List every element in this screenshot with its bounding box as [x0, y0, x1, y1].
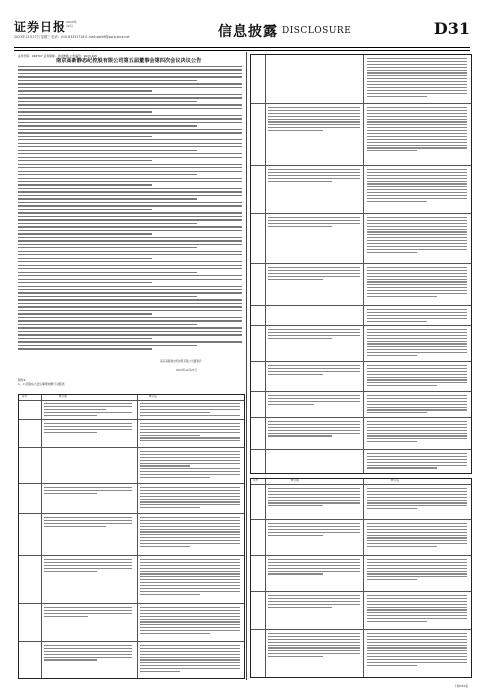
right-table-header-before: 修订前 [291, 479, 299, 482]
table-header-no: 序号 [22, 395, 28, 398]
table-header-after: 修订后 [149, 395, 157, 398]
logo-meta-year: 2023年 [66, 20, 77, 24]
newspaper-logo: 证券日报 [14, 20, 67, 34]
notice-date: 2023年12月27日 [176, 369, 197, 372]
right-column [250, 54, 470, 678]
notice-title: 南京高新静态纪控股有限公司第五届董事会第四次会议决议公告 [56, 58, 202, 64]
revision-table-right-upper [250, 54, 472, 474]
masthead-rule [14, 47, 470, 48]
section-title: 信息披露 [218, 24, 278, 40]
annex-label: 附件1： [18, 378, 29, 382]
masthead-rule-thin [14, 50, 470, 51]
stock-code-line: 证券代码：002707 证券简称：众信旅游 公告编号：2023-105 [18, 54, 98, 58]
section-title-en: DISCLOSURE [282, 26, 352, 36]
notice-body [18, 66, 242, 352]
right-table-header-no: 序号 [253, 479, 259, 482]
logo-meta-month: 12月 [66, 24, 73, 28]
annex-title: 1、公司股东大会议事规则修订对照表 [18, 382, 65, 386]
masthead [14, 18, 470, 46]
masthead-contact: 2023年12月27日 星期三 电话：010-83251716 E-mail:zqrb9@zqrb.sina.net [14, 35, 130, 39]
continued-note: 下转D32版 [453, 684, 468, 688]
annex-heading [18, 378, 65, 386]
column-separator [246, 52, 247, 680]
revision-table-right-lower [250, 478, 472, 678]
revision-table-left [18, 394, 245, 679]
right-table-header-after: 修订后 [391, 479, 399, 482]
page-number: D31 [433, 19, 470, 38]
signature: 南京高新静态纪控股有限公司董事会 [160, 360, 202, 363]
logo-meta [66, 20, 77, 28]
table-header-before: 修订前 [59, 395, 67, 398]
